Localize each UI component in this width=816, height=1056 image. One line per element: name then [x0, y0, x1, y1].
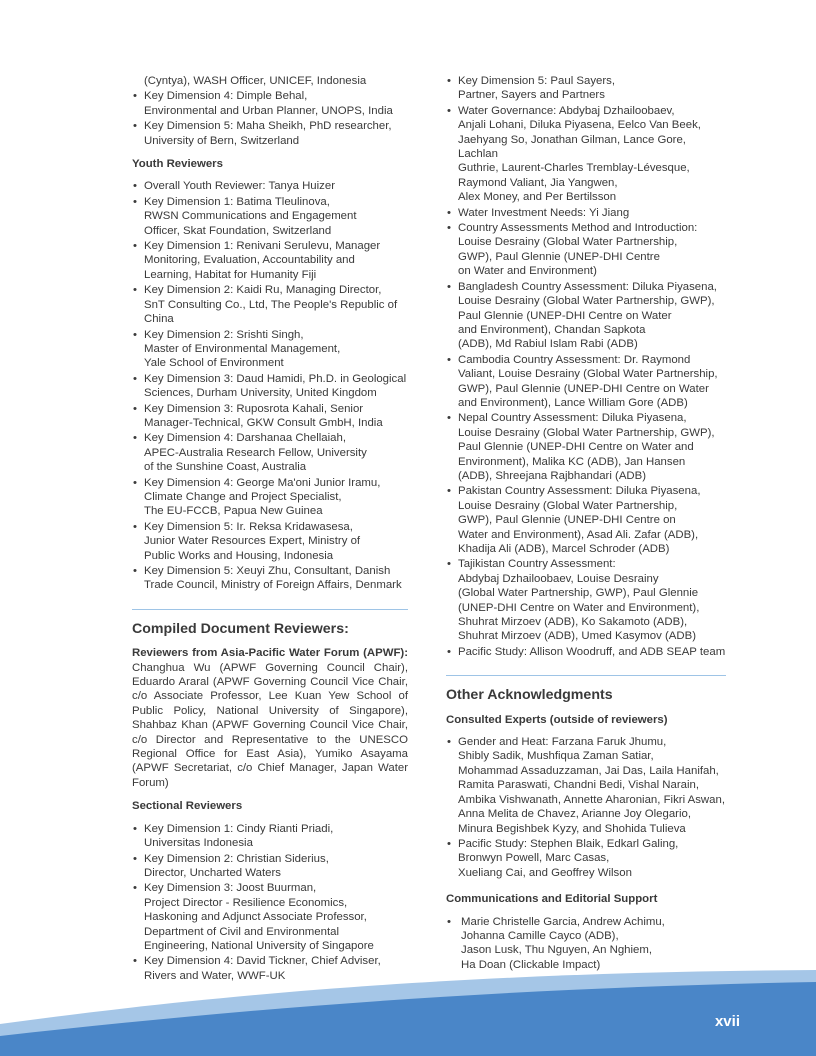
list-item: • Overall Youth Reviewer: Tanya Huizer [132, 179, 408, 193]
left-column [132, 74, 408, 984]
list-item: • Key Dimension 5: Maha Sheikh, PhD researcher, University of Bern, Switzerland [132, 119, 408, 148]
list-item: • Cambodia Country Assessment: Dr. Raymond Valiant, Louise Desrainy (Global Water Partnership, GWP), Paul Glennie (UNEP-DHI Centre on Water and Environment), Lance William Gore (ADB) [446, 353, 726, 411]
list-item: • Water Governance: Abdybaj Dzhailoobaev, Anjali Lohani, Diluka Piyasena, Eelco Van Beek, Jaehyang So, Jonathan Gilman, Lance Gore, Lachlan Guthrie, Laurent-Charles Tremblay-Lévesque, Raymond Valiant, Jia Yangwen, Alex Money, and Per Bertilsson [446, 104, 726, 205]
list-item: • Key Dimension 1: Renivani Serulevu, Manager Monitoring, Evaluation, Accountability and Learning, Habitat for Humanity Fiji [132, 239, 408, 282]
apwf-reviewers-paragraph [132, 646, 408, 790]
list-item: • Key Dimension 5: Paul Sayers, Partner, Sayers and Partners [446, 74, 726, 103]
compiled-reviewers-heading: Compiled Document Reviewers: [132, 620, 349, 637]
list-item: • Key Dimension 5: Xeuyi Zhu, Consultant, Danish Trade Council, Ministry of Foreign Affairs, Denmark [132, 564, 408, 593]
right-column [446, 74, 726, 973]
list-item: • Key Dimension 2: Srishti Singh, Master of Environmental Management, Yale School of Environment [132, 328, 408, 371]
list-item: • Key Dimension 4: David Tickner, Chief Adviser, Rivers and Water, WWF-UK [132, 954, 408, 983]
reviewer-list-right [446, 74, 726, 659]
sectional-reviewers-heading: Sectional Reviewers [132, 800, 243, 813]
youth-reviewers-heading: Youth Reviewers [132, 158, 223, 171]
list-item: • Key Dimension 1: Batima Tleulinova, RWSN Communications and Engagement Officer, Skat Foundation, Switzerland [132, 195, 408, 238]
list-item: • Key Dimension 5: Ir. Reksa Kridawasesa, Junior Water Resources Expert, Ministry of Public Works and Housing, Indonesia [132, 520, 408, 563]
other-acknowledgments-heading: Other Acknowledgments [446, 687, 613, 704]
list-item: • Key Dimension 3: Joost Buurman, Project Director - Resilience Economics, Haskoning and Adjunct Associate Professor, Department of Civil and Environmental Engineering, National University of Singapore [132, 881, 408, 953]
list-item: • Pakistan Country Assessment: Diluka Piyasena, Louise Desrainy (Global Water Partnership, GWP), Paul Glennie (UNEP-DHI Centre on Water and Environment), Asad Ali. Zafar (ADB), Khadija Ali (ADB), Marcel Schroder (ADB) [446, 484, 726, 556]
list-item: • Key Dimension 4: Dimple Behal, Environmental and Urban Planner, UNOPS, India [132, 89, 408, 118]
list-item: • Marie Christelle Garcia, Andrew Achimu, Johanna Camille Cayco (ADB), Jason Lusk, Thu Nguyen, An Nghiem, Ha Doan (Clickable Impact) [446, 915, 726, 973]
list-item: • Gender and Heat: Farzana Faruk Jhumu, Shibly Sadik, Mushfiqua Zaman Satiar, Mohammad Assaduzzaman, Jai Das, Laila Hanifah, Ramita Paraswati, Chandni Bedi, Vishal Narain, Ambika Vishwanath, Annette Aharonian, Fikri Aswan, Anna Melita de Chavez, Arianne Joy Olegario, Minura Begishbek Kyzy, and Shohida Tulieva [446, 735, 726, 836]
list-item: • Country Assessments Method and Introduction: Louise Desrainy (Global Water Partnership, GWP), Paul Glennie (UNEP-DHI Centre on Water and Environment) [446, 221, 726, 279]
list-item: • Pacific Study: Stephen Blaik, Edkarl Galing, Bronwyn Powell, Marc Casas, Xueliang Cai, and Geoffrey Wilson [446, 837, 726, 880]
list-item: • Water Investment Needs: Yi Jiang [446, 206, 726, 220]
sectional-reviewers-list [132, 822, 408, 983]
list-item: • Bangladesh Country Assessment: Diluka Piyasena, Louise Desrainy (Global Water Partnership, GWP), Paul Glennie (UNEP-DHI Centre on Water and Environment), Chandan Sapkota (ADB), Md Rabiul Islam Rabi (ADB) [446, 280, 726, 352]
list-item: • Nepal Country Assessment: Diluka Piyasena, Louise Desrainy (Global Water Partnership, GWP), Paul Glennie (UNEP-DHI Centre on Water and Environment), Malika KC (ADB), Jan Hansen (ADB), Shreejana Rajbhandari (ADB) [446, 411, 726, 483]
consulted-experts-heading: Consulted Experts (outside of reviewers) [446, 713, 668, 726]
list-item: • Key Dimension 2: Kaidi Ru, Managing Director, SnT Consulting Co., Ltd, The People's Republic of China [132, 283, 408, 326]
list-item: • Key Dimension 4: George Ma'oni Junior Iramu, Climate Change and Project Specialist, The EU-FCCB, Papua New Guinea [132, 476, 408, 519]
footer-wave [0, 966, 816, 1056]
list-item: • Pacific Study: Allison Woodruff, and ADB SEAP team [446, 645, 726, 659]
list-item: • Tajikistan Country Assessment: Abdybaj Dzhailoobaev, Louise Desrainy (Global Water Partnership, GWP), Paul Glennie (UNEP-DHI Centre on Water and Environment), Shuhrat Mirzoev (ADB), Ko Sakamoto (ADB), Shuhrat Mirzoev (ADB), Umed Kasymov (ADB) [446, 557, 726, 643]
apwf-text: Changhua Wu (APWF Governing Council Chair), Eduardo Araral (APWF Governing Council Vice Chair, c/o Associate Professor, Lee Kuan Yew School of Public Policy, National University of Singapore), Shahbaz Khan (APWF Governing Council Vice Chair, c/o Director and Representative to the UNESCO Regional Office for East Asia), Yumiko Asayama (APWF Secretariat, c/o Chief Manager, Japan Water Forum) [132, 661, 408, 789]
apwf-label: Reviewers from Asia-Pacific Water Forum (APWF): [132, 647, 408, 660]
list-item: • Key Dimension 1: Cindy Rianti Priadi, Universitas Indonesia [132, 822, 408, 851]
list-item: • Key Dimension 3: Daud Hamidi, Ph.D. in Geological Sciences, Durham University, United Kingdom [132, 372, 408, 401]
list-item: • Key Dimension 2: Christian Siderius, Director, Uncharted Waters [132, 852, 408, 881]
consulted-experts-list [446, 735, 726, 880]
communications-list [446, 915, 726, 973]
communications-heading: Communications and Editorial Support [446, 893, 658, 906]
page-number: xvii [714, 1013, 740, 1030]
section-divider [446, 675, 726, 676]
list-item: • Key Dimension 3: Ruposrota Kahali, Senior Manager-Technical, GKW Consult GmbH, India [132, 402, 408, 431]
continued-text: (Cyntya), WASH Officer, UNICEF, Indonesia [144, 75, 367, 87]
reviewer-list-continued [132, 89, 408, 148]
list-item: • Key Dimension 4: Darshanaa Chellaiah, APEC-Australia Research Fellow, University of the Sunshine Coast, Australia [132, 431, 408, 474]
section-divider [132, 609, 408, 610]
continued-entry [132, 74, 408, 88]
youth-reviewers-list [132, 179, 408, 592]
